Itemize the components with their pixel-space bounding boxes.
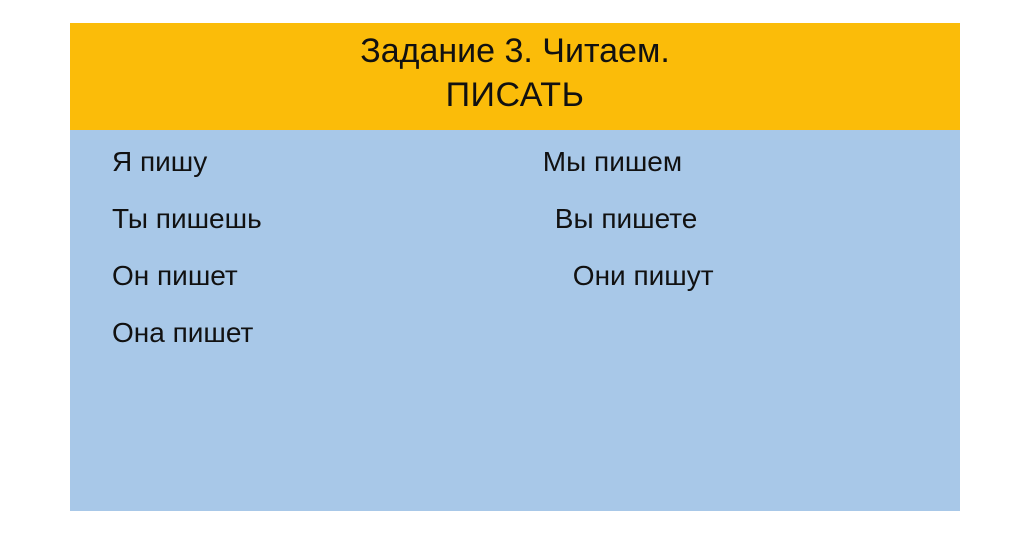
conjugation-line: Вы пишете bbox=[554, 203, 698, 234]
conjugation-line: Они пишут bbox=[572, 260, 714, 291]
conjugation-line: Я пишу bbox=[112, 146, 208, 177]
slide-title-line-2: ПИСАТЬ bbox=[445, 76, 585, 115]
slide-body bbox=[70, 130, 960, 511]
conjugation-columns bbox=[70, 148, 960, 376]
slide bbox=[70, 23, 960, 511]
conjugation-line: Она пишет bbox=[112, 317, 254, 348]
conjugation-line: Мы пишем bbox=[542, 146, 683, 177]
conjugation-line: Ты пишешь bbox=[112, 203, 262, 234]
conjugation-column-singular bbox=[70, 148, 533, 376]
conjugation-column-plural bbox=[533, 148, 960, 376]
conjugation-line: Он пишет bbox=[112, 260, 238, 291]
slide-header bbox=[70, 23, 960, 130]
slide-title-line-1: Задание 3. Читаем. bbox=[360, 32, 670, 70]
